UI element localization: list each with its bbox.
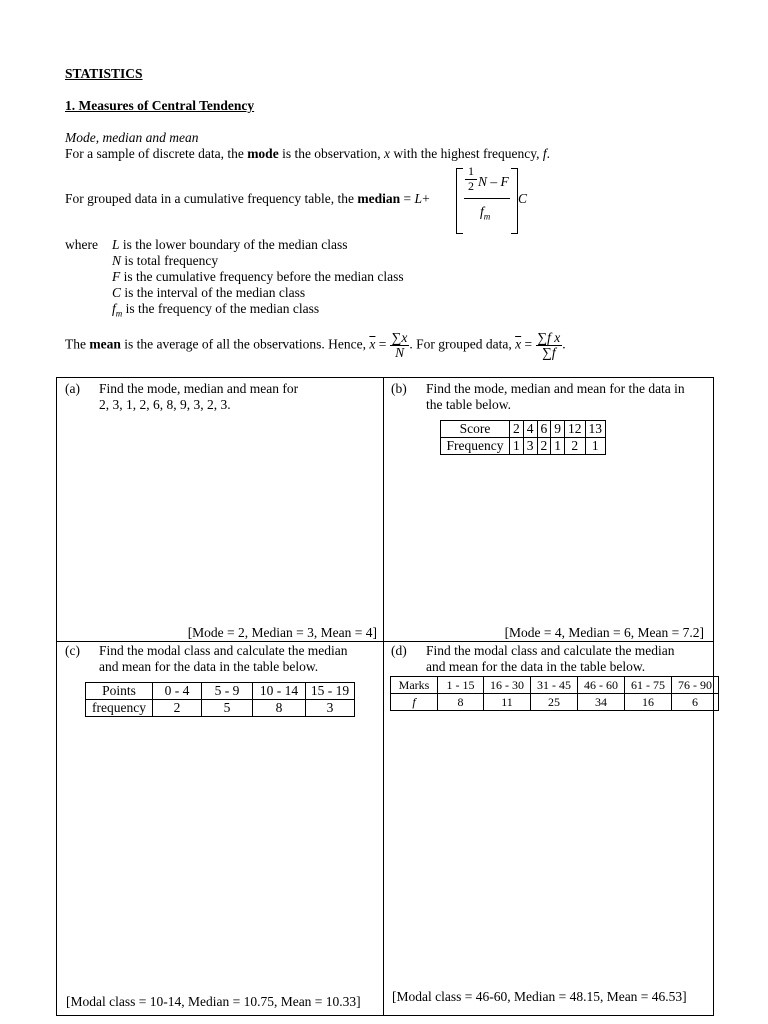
problem-b-line1: Find the mode, median and mean for the data in bbox=[426, 381, 685, 396]
median-fm-sub: m bbox=[483, 211, 491, 222]
mean-fraction-2 bbox=[536, 330, 566, 360]
mode-mid2: with the highest frequency, bbox=[390, 146, 543, 161]
table-row bbox=[441, 438, 606, 455]
table-cell: 13 bbox=[585, 421, 606, 438]
problem-b-answer: [Mode = 4, Median = 6, Mean = 7.2] bbox=[504, 625, 704, 640]
table-cell: 2 bbox=[537, 438, 551, 455]
median-definition bbox=[65, 191, 430, 207]
mean-eq-2: = bbox=[521, 336, 536, 352]
mean-eq: = bbox=[375, 336, 390, 352]
table-row bbox=[441, 421, 606, 438]
table-header-cell: Score bbox=[441, 421, 510, 438]
mode-end: . bbox=[546, 146, 551, 161]
where-sub: m bbox=[115, 308, 123, 319]
table-header-cell: Frequency bbox=[441, 438, 510, 455]
problem-c-line1: Find the modal class and calculate the median bbox=[99, 643, 348, 658]
table-row bbox=[86, 700, 355, 717]
mean-num-2: ∑f x bbox=[537, 330, 561, 345]
mean-term: mean bbox=[89, 336, 121, 352]
table-header-cell: f bbox=[391, 694, 438, 711]
where-text: is the cumulative frequency before the median class bbox=[120, 269, 404, 284]
table-row bbox=[86, 683, 355, 700]
table-header-cell: frequency bbox=[86, 700, 153, 717]
table-cell: 3 bbox=[523, 438, 537, 455]
where-text: is the lower boundary of the median class bbox=[119, 237, 348, 252]
table-cell: 12 bbox=[565, 421, 586, 438]
problem-b-label: (b) bbox=[391, 381, 407, 396]
problem-d-line2: and mean for the data in the table below. bbox=[426, 659, 646, 674]
where-label: where bbox=[65, 237, 98, 252]
table-cell: 46 - 60 bbox=[578, 677, 625, 694]
problem-c-answer: [Modal class = 10-14, Median = 10.75, Mean = 10.33] bbox=[66, 994, 361, 1009]
mean-definition bbox=[65, 331, 566, 360]
table-cell: 3 bbox=[306, 700, 355, 717]
problem-d-table bbox=[390, 676, 719, 711]
problem-c-line2: and mean for the data in the table below. bbox=[99, 659, 319, 674]
table-cell: 0 - 4 bbox=[153, 683, 202, 700]
section-title: 1. Measures of Central Tendency bbox=[65, 98, 255, 113]
where-item-L bbox=[112, 237, 347, 253]
median-plus: + bbox=[422, 191, 430, 206]
table-cell: 5 bbox=[202, 700, 253, 717]
problem-a-label: (a) bbox=[65, 381, 80, 396]
mean-xbar-2: $\overline{x}$ bbox=[515, 336, 522, 352]
problem-b-line2: the table below. bbox=[426, 397, 511, 412]
table-header-cell: Points bbox=[86, 683, 153, 700]
problem-d-line1: Find the modal class and calculate the median bbox=[426, 643, 675, 658]
mode-prefix: For a sample of discrete data, the bbox=[65, 146, 248, 161]
table-cell: 2 bbox=[510, 421, 524, 438]
mode-var-f: f bbox=[542, 146, 547, 161]
median-prefix: For grouped data in a cumulative frequency table, the bbox=[65, 191, 358, 206]
mean-den-1: N bbox=[395, 345, 405, 360]
where-item-fm bbox=[112, 301, 319, 322]
mean-prefix: The bbox=[65, 336, 90, 352]
page-title: STATISTICS bbox=[65, 66, 143, 81]
problem-a-line1: Find the mode, median and mean for bbox=[99, 381, 299, 396]
table-cell: 9 bbox=[551, 421, 565, 438]
mean-mid: is the average of all the observations. Hence, bbox=[120, 336, 370, 352]
table-cell: 8 bbox=[253, 700, 306, 717]
table-row bbox=[391, 694, 719, 711]
mode-var-x: x bbox=[384, 146, 391, 161]
where-var: f bbox=[112, 301, 116, 316]
median-half-den: 2 bbox=[468, 179, 474, 193]
median-term: median bbox=[357, 191, 401, 206]
table-cell: 6 bbox=[537, 421, 551, 438]
problem-c-label: (c) bbox=[65, 643, 80, 658]
where-item-C bbox=[112, 285, 305, 301]
problem-d-answer: [Modal class = 46-60, Median = 48.15, Mean = 46.53] bbox=[392, 989, 687, 1004]
where-item-F bbox=[112, 269, 404, 285]
mode-definition bbox=[65, 146, 550, 162]
table-cell: 31 - 45 bbox=[531, 677, 578, 694]
median-main-bar bbox=[464, 198, 510, 199]
problem-c-table bbox=[85, 682, 355, 717]
table-cell: 1 bbox=[585, 438, 606, 455]
table-cell: 15 - 19 bbox=[306, 683, 355, 700]
problem-a-line2: 2, 3, 1, 2, 6, 8, 9, 3, 2, 3. bbox=[99, 397, 231, 412]
median-bracket-right bbox=[511, 168, 518, 234]
table-cell: 8 bbox=[438, 694, 484, 711]
table-cell: 76 - 90 bbox=[672, 677, 719, 694]
mean-den-2: ∑f bbox=[542, 345, 556, 360]
table-cell: 11 bbox=[484, 694, 531, 711]
subtitle: Mode, median and mean bbox=[65, 130, 199, 145]
where-item-N bbox=[112, 253, 218, 269]
where-text: is the frequency of the median class bbox=[122, 301, 320, 316]
mean-mid2: . For grouped data, bbox=[409, 336, 516, 352]
grid-divider-horizontal bbox=[56, 641, 713, 642]
mean-xbar: $\overline{x}$ bbox=[369, 336, 376, 352]
table-cell: 16 - 30 bbox=[484, 677, 531, 694]
table-cell: 1 bbox=[551, 438, 565, 455]
mean-fraction-1 bbox=[390, 331, 410, 360]
mean-end: . bbox=[562, 336, 566, 352]
table-cell: 6 bbox=[672, 694, 719, 711]
table-cell: 25 bbox=[531, 694, 578, 711]
median-fm-f: f bbox=[480, 204, 484, 219]
table-cell: 16 bbox=[625, 694, 672, 711]
median-N-minus-F: N – F bbox=[478, 174, 509, 189]
table-cell: 4 bbox=[523, 421, 537, 438]
median-half-num: 1 bbox=[468, 164, 474, 178]
median-L: L bbox=[414, 191, 423, 206]
where-var: N bbox=[112, 253, 122, 268]
grid-divider-vertical bbox=[383, 377, 384, 1015]
where-var: C bbox=[112, 285, 122, 300]
table-row bbox=[391, 677, 719, 694]
table-cell: 61 - 75 bbox=[625, 677, 672, 694]
median-bracket-left bbox=[456, 168, 463, 234]
mode-term: mode bbox=[247, 146, 279, 161]
table-header-cell: Marks bbox=[391, 677, 438, 694]
problem-a-answer: [Mode = 2, Median = 3, Mean = 4] bbox=[187, 625, 377, 640]
where-var: F bbox=[112, 269, 121, 284]
median-eq: = bbox=[400, 191, 415, 206]
table-cell: 10 - 14 bbox=[253, 683, 306, 700]
table-cell: 5 - 9 bbox=[202, 683, 253, 700]
where-text: is total frequency bbox=[121, 253, 219, 268]
problem-b-table bbox=[440, 420, 606, 455]
where-var: L bbox=[112, 237, 120, 252]
table-cell: 2 bbox=[565, 438, 586, 455]
table-cell: 2 bbox=[153, 700, 202, 717]
problem-d-label: (d) bbox=[391, 643, 407, 658]
table-cell: 1 - 15 bbox=[438, 677, 484, 694]
table-cell: 1 bbox=[510, 438, 524, 455]
mode-mid: is the observation, bbox=[278, 146, 385, 161]
median-fm bbox=[480, 204, 490, 225]
table-cell: 34 bbox=[578, 694, 625, 711]
median-C: C bbox=[518, 191, 528, 206]
mean-num-1: ∑x bbox=[391, 330, 408, 345]
where-text: is the interval of the median class bbox=[121, 285, 306, 300]
